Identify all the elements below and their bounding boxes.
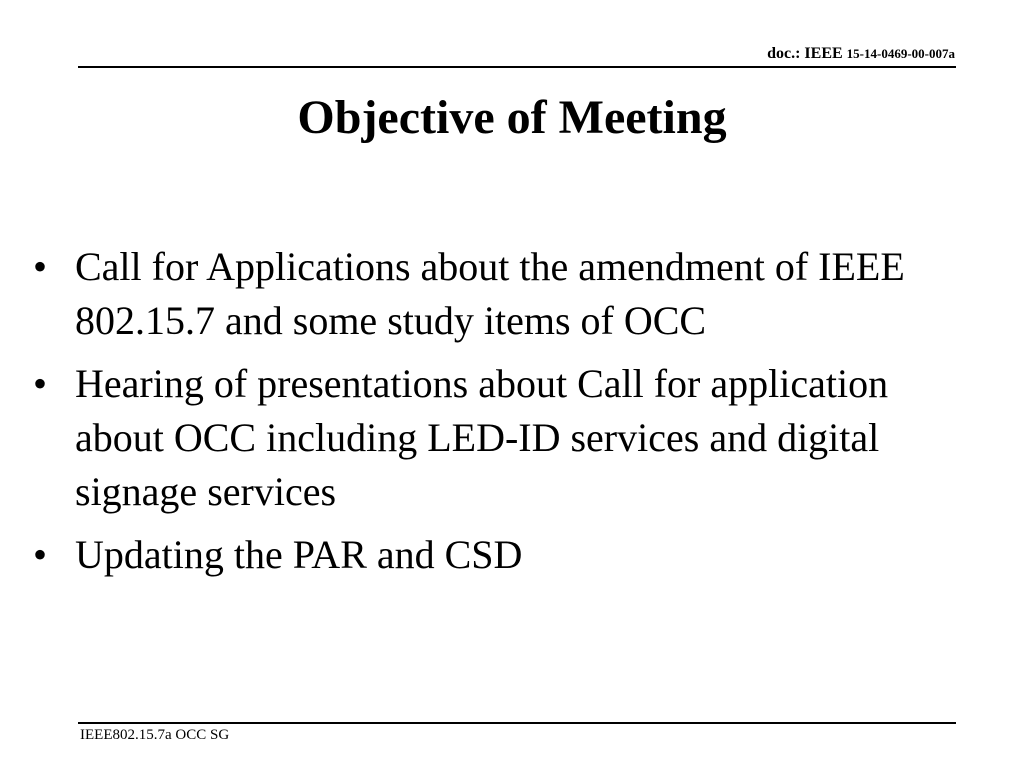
document-id-number: 15-14-0469-00-007a — [846, 46, 955, 61]
footer-divider — [78, 722, 956, 724]
bullet-text: Hearing of presentations about Call for application about OCC including LED-ID services and digital signage services — [75, 361, 889, 514]
bullet-list — [30, 240, 960, 591]
bullet-icon: • — [32, 532, 47, 577]
footer-group-label: IEEE802.15.7a OCC SG — [80, 727, 230, 743]
bullet-text: Call for Applications about the amendment of IEEE 802.15.7 and some study items of OCC — [75, 244, 905, 343]
slide-title: Objective of Meeting — [297, 91, 727, 144]
document-id — [767, 46, 955, 62]
bullet-icon: • — [32, 244, 47, 289]
document-id-prefix: doc.: IEEE — [767, 45, 843, 62]
bullet-item — [30, 240, 960, 348]
bullet-icon: • — [32, 361, 47, 406]
bullet-item — [30, 528, 960, 582]
bullet-item — [30, 357, 960, 519]
bullet-text: Updating the PAR and CSD — [75, 532, 523, 577]
header-divider — [78, 66, 956, 68]
